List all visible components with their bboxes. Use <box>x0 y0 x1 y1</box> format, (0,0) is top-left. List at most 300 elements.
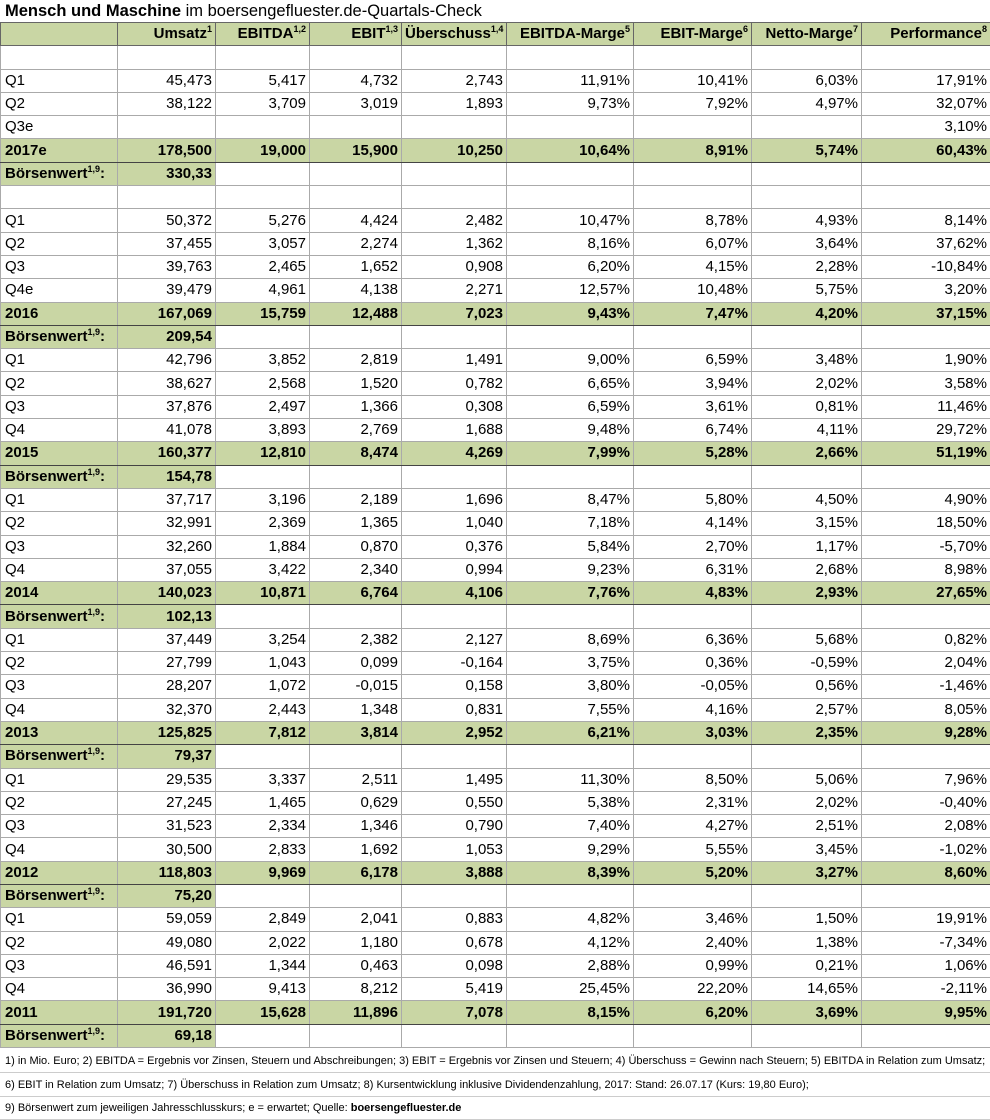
table-cell: 3,709 <box>216 92 310 115</box>
empty-cell <box>402 884 507 907</box>
table-cell: 9,95% <box>862 1001 990 1024</box>
quarterly-table <box>0 22 990 1048</box>
table-cell: 8,98% <box>862 558 990 581</box>
empty-cell <box>862 605 990 628</box>
period-label: Q1 <box>1 209 118 232</box>
table-cell: 2,28% <box>752 255 862 278</box>
empty-cell <box>216 465 310 488</box>
cell-text: Börsenwert <box>5 165 88 182</box>
empty-cell <box>402 186 507 209</box>
table-cell: 2,382 <box>310 628 402 651</box>
empty-cell <box>1 186 118 209</box>
quarter-row <box>1 978 990 1001</box>
table-cell: 4,424 <box>310 209 402 232</box>
table-cell: 8,05% <box>862 698 990 721</box>
table-cell: 46,591 <box>118 954 216 977</box>
footnote-ref: 1,9 <box>88 607 101 617</box>
footnote-ref: 5 <box>625 24 630 34</box>
table-cell: 1,491 <box>402 349 507 372</box>
table-cell: 27,245 <box>118 791 216 814</box>
quarter-row <box>1 558 990 581</box>
market-cap-value: 209,54 <box>118 325 216 348</box>
footnote-ref: 1,2 <box>293 24 306 34</box>
cell-text: Börsenwert <box>5 887 88 904</box>
period-label: Q1 <box>1 69 118 92</box>
table-cell: 3,196 <box>216 488 310 511</box>
table-cell: 27,65% <box>862 582 990 605</box>
table-body <box>1 23 990 1048</box>
table-cell: 0,99% <box>634 954 752 977</box>
table-cell: 2,08% <box>862 815 990 838</box>
table-cell: 0,678 <box>402 931 507 954</box>
empty-cell <box>507 46 634 69</box>
column-header <box>402 23 507 46</box>
table-cell: 0,550 <box>402 791 507 814</box>
table-cell: 3,422 <box>216 558 310 581</box>
empty-cell <box>752 46 862 69</box>
table-cell: 1,90% <box>862 349 990 372</box>
column-header <box>862 23 990 46</box>
table-cell: 9,969 <box>216 861 310 884</box>
table-cell: 7,812 <box>216 721 310 744</box>
table-cell: 27,799 <box>118 652 216 675</box>
table-cell: 29,535 <box>118 768 216 791</box>
period-label: 2012 <box>1 861 118 884</box>
table-cell: 1,893 <box>402 92 507 115</box>
table-cell: 2,497 <box>216 395 310 418</box>
table-cell: 12,488 <box>310 302 402 325</box>
cell-text: Börsenwert <box>5 608 88 625</box>
empty-cell <box>634 465 752 488</box>
table-cell: 2,68% <box>752 558 862 581</box>
table-cell: 3,337 <box>216 768 310 791</box>
table-cell: 4,16% <box>634 698 752 721</box>
table-cell: -1,46% <box>862 675 990 698</box>
table-cell: 8,39% <box>507 861 634 884</box>
empty-cell <box>634 1024 752 1047</box>
period-label: Q2 <box>1 232 118 255</box>
sheet-title <box>0 0 990 22</box>
table-cell: 2,88% <box>507 954 634 977</box>
empty-cell <box>507 162 634 185</box>
table-cell: 3,893 <box>216 419 310 442</box>
empty-cell <box>402 465 507 488</box>
table-cell: -0,05% <box>634 675 752 698</box>
table-cell: -0,40% <box>862 791 990 814</box>
table-cell: 0,308 <box>402 395 507 418</box>
table-cell <box>402 116 507 139</box>
title-suffix: im boersengefluester.de-Quartals-Check <box>181 2 482 20</box>
quarter-row <box>1 209 990 232</box>
empty-cell <box>634 605 752 628</box>
quarter-row <box>1 535 990 558</box>
table-cell: 8,69% <box>507 628 634 651</box>
table-cell: 36,990 <box>118 978 216 1001</box>
spacer-row <box>1 46 990 69</box>
empty-cell <box>118 46 216 69</box>
table-cell: 2,274 <box>310 232 402 255</box>
table-cell: 37,455 <box>118 232 216 255</box>
table-cell: 6,59% <box>634 349 752 372</box>
table-cell: 2,04% <box>862 652 990 675</box>
table-cell: 4,11% <box>752 419 862 442</box>
quarter-row <box>1 69 990 92</box>
table-cell: 8,50% <box>634 768 752 791</box>
quarter-row <box>1 372 990 395</box>
table-cell: 3,15% <box>752 512 862 535</box>
table-cell: 0,782 <box>402 372 507 395</box>
table-cell: 8,15% <box>507 1001 634 1024</box>
table-cell: 1,520 <box>310 372 402 395</box>
table-cell: 3,94% <box>634 372 752 395</box>
table-cell: 140,023 <box>118 582 216 605</box>
table-cell: 3,10% <box>862 116 990 139</box>
year-total-row <box>1 442 990 465</box>
table-cell: 3,814 <box>310 721 402 744</box>
quarter-row <box>1 628 990 651</box>
empty-cell <box>310 884 402 907</box>
market-cap-row <box>1 465 990 488</box>
empty-cell <box>402 325 507 348</box>
table-cell: 17,91% <box>862 69 990 92</box>
year-total-row <box>1 582 990 605</box>
table-cell: 3,64% <box>752 232 862 255</box>
table-cell: 9,73% <box>507 92 634 115</box>
empty-cell <box>752 1024 862 1047</box>
period-label: Q3 <box>1 954 118 977</box>
period-label: Q4 <box>1 978 118 1001</box>
table-cell: 1,884 <box>216 535 310 558</box>
empty-cell <box>216 745 310 768</box>
empty-cell <box>402 605 507 628</box>
table-cell: 4,12% <box>507 931 634 954</box>
year-total-row <box>1 302 990 325</box>
market-cap-row <box>1 745 990 768</box>
table-cell: 9,23% <box>507 558 634 581</box>
table-cell: 9,43% <box>507 302 634 325</box>
empty-cell <box>118 186 216 209</box>
table-cell: 3,852 <box>216 349 310 372</box>
table-cell: 2,369 <box>216 512 310 535</box>
table-cell: 5,68% <box>752 628 862 651</box>
table-cell: 9,00% <box>507 349 634 372</box>
market-cap-label <box>1 1024 118 1047</box>
table-cell: 191,720 <box>118 1001 216 1024</box>
table-cell: 1,465 <box>216 791 310 814</box>
empty-cell <box>862 325 990 348</box>
empty-cell <box>507 465 634 488</box>
table-cell: 11,30% <box>507 768 634 791</box>
table-cell: 2,041 <box>310 908 402 931</box>
period-label: Q4 <box>1 838 118 861</box>
table-cell: 2,02% <box>752 372 862 395</box>
empty-cell <box>634 325 752 348</box>
table-cell: 32,991 <box>118 512 216 535</box>
table-cell: 4,961 <box>216 279 310 302</box>
empty-cell <box>634 162 752 185</box>
table-cell: 49,080 <box>118 931 216 954</box>
empty-cell <box>634 46 752 69</box>
table-cell: 1,365 <box>310 512 402 535</box>
table-cell: 2,443 <box>216 698 310 721</box>
spacer-row <box>1 186 990 209</box>
year-total-row <box>1 1001 990 1024</box>
table-cell: 29,72% <box>862 419 990 442</box>
table-cell: 37,62% <box>862 232 990 255</box>
quarter-row <box>1 931 990 954</box>
table-cell: 8,212 <box>310 978 402 1001</box>
table-cell: 4,82% <box>507 908 634 931</box>
period-label: Q3 <box>1 535 118 558</box>
footnote-ref: 6 <box>743 24 748 34</box>
footnote-ref: 1,9 <box>88 1026 101 1036</box>
table-cell: 0,831 <box>402 698 507 721</box>
table-cell <box>752 116 862 139</box>
empty-cell <box>310 465 402 488</box>
table-cell: 0,376 <box>402 535 507 558</box>
cell-text: Börsenwert <box>5 747 88 764</box>
table-cell: 6,07% <box>634 232 752 255</box>
company-name: Mensch und Maschine <box>5 2 181 20</box>
empty-cell <box>402 1024 507 1047</box>
footnote-line <box>0 1074 990 1097</box>
column-header <box>507 23 634 46</box>
table-cell: 125,825 <box>118 721 216 744</box>
empty-cell <box>402 162 507 185</box>
market-cap-value: 79,37 <box>118 745 216 768</box>
footnote-ref: 1 <box>207 24 212 34</box>
table-cell: 39,763 <box>118 255 216 278</box>
table-cell <box>507 116 634 139</box>
table-cell: 10,250 <box>402 139 507 162</box>
empty-cell <box>310 1024 402 1047</box>
period-label: 2014 <box>1 582 118 605</box>
quarter-row <box>1 279 990 302</box>
header-label: EBITDA <box>238 25 294 42</box>
table-cell: 7,76% <box>507 582 634 605</box>
label-colon: : <box>100 328 105 345</box>
table-cell <box>118 116 216 139</box>
table-cell: 15,628 <box>216 1001 310 1024</box>
quarter-row <box>1 698 990 721</box>
table-cell: 7,18% <box>507 512 634 535</box>
table-cell: 4,269 <box>402 442 507 465</box>
table-cell: 4,93% <box>752 209 862 232</box>
table-cell: 4,138 <box>310 279 402 302</box>
table-cell: 30,500 <box>118 838 216 861</box>
market-cap-row <box>1 605 990 628</box>
table-cell: 7,92% <box>634 92 752 115</box>
table-cell: 11,896 <box>310 1001 402 1024</box>
year-total-row <box>1 861 990 884</box>
table-cell: 0,883 <box>402 908 507 931</box>
empty-cell <box>507 605 634 628</box>
footnote-text: 1) in Mio. Euro; 2) EBITDA = Ergebnis vor Zinsen, Steuern und Abschreibungen; 3) EBIT = Ergebnis vor Zinsen und Steuern; 4) Überschuss = Gewinn nach Steuern; 5) EBITDA in Relation zum Umsatz; <box>5 1055 985 1067</box>
table-cell: 3,58% <box>862 372 990 395</box>
table-cell: 2,743 <box>402 69 507 92</box>
footnote-line <box>0 1050 990 1073</box>
quarter-row <box>1 255 990 278</box>
table-cell: 51,19% <box>862 442 990 465</box>
footnote-ref: 1,9 <box>88 164 101 174</box>
empty-cell <box>310 186 402 209</box>
table-cell: 8,91% <box>634 139 752 162</box>
table-cell: 3,888 <box>402 861 507 884</box>
table-cell: 4,14% <box>634 512 752 535</box>
quarter-row <box>1 488 990 511</box>
empty-cell <box>310 46 402 69</box>
table-cell: 8,474 <box>310 442 402 465</box>
market-cap-label <box>1 162 118 185</box>
table-cell: 42,796 <box>118 349 216 372</box>
table-cell: 1,692 <box>310 838 402 861</box>
column-header <box>310 23 402 46</box>
table-cell: 1,344 <box>216 954 310 977</box>
table-cell: 2,189 <box>310 488 402 511</box>
period-label: Q4 <box>1 698 118 721</box>
table-cell: 2,31% <box>634 791 752 814</box>
empty-cell <box>862 186 990 209</box>
period-label: Q3e <box>1 116 118 139</box>
year-total-row <box>1 721 990 744</box>
period-label: Q1 <box>1 488 118 511</box>
table-cell: -7,34% <box>862 931 990 954</box>
empty-cell <box>752 745 862 768</box>
table-cell: 1,696 <box>402 488 507 511</box>
table-cell: 2,769 <box>310 419 402 442</box>
header-label: EBIT-Marge <box>660 25 743 42</box>
table-cell: 5,75% <box>752 279 862 302</box>
table-cell: 10,871 <box>216 582 310 605</box>
empty-cell <box>310 745 402 768</box>
market-cap-value: 75,20 <box>118 884 216 907</box>
table-cell: 2,952 <box>402 721 507 744</box>
table-cell: 0,463 <box>310 954 402 977</box>
table-cell: 10,47% <box>507 209 634 232</box>
quarter-row <box>1 675 990 698</box>
table-cell: 15,900 <box>310 139 402 162</box>
empty-cell <box>507 1024 634 1047</box>
market-cap-row <box>1 325 990 348</box>
column-header <box>752 23 862 46</box>
market-cap-row <box>1 1024 990 1047</box>
market-cap-label <box>1 884 118 907</box>
table-cell: 7,47% <box>634 302 752 325</box>
table-cell: 7,96% <box>862 768 990 791</box>
table-cell: 6,764 <box>310 582 402 605</box>
empty-cell <box>752 605 862 628</box>
empty-cell <box>507 186 634 209</box>
table-cell: 37,055 <box>118 558 216 581</box>
footnote-ref: 7 <box>853 24 858 34</box>
table-cell: 11,46% <box>862 395 990 418</box>
table-cell: 3,057 <box>216 232 310 255</box>
table-cell: -0,59% <box>752 652 862 675</box>
table-cell: 1,346 <box>310 815 402 838</box>
table-cell: 38,122 <box>118 92 216 115</box>
quarter-row <box>1 232 990 255</box>
table-cell: 5,28% <box>634 442 752 465</box>
table-cell: 0,82% <box>862 628 990 651</box>
table-cell: 3,69% <box>752 1001 862 1024</box>
header-label: Performance <box>890 25 982 42</box>
footnote-ref: 1,3 <box>385 24 398 34</box>
table-cell: 2,833 <box>216 838 310 861</box>
empty-cell <box>402 745 507 768</box>
table-cell: 10,64% <box>507 139 634 162</box>
table-cell: 1,688 <box>402 419 507 442</box>
table-cell: 0,908 <box>402 255 507 278</box>
empty-cell <box>634 745 752 768</box>
table-cell: 118,803 <box>118 861 216 884</box>
table-cell: 1,06% <box>862 954 990 977</box>
table-cell: 8,78% <box>634 209 752 232</box>
period-label: 2013 <box>1 721 118 744</box>
table-cell: 9,28% <box>862 721 990 744</box>
empty-cell <box>634 186 752 209</box>
quarter-row <box>1 652 990 675</box>
empty-cell <box>310 605 402 628</box>
period-label: Q2 <box>1 791 118 814</box>
quarter-row <box>1 954 990 977</box>
footnote-ref: 1,9 <box>88 886 101 896</box>
table-cell: 2,819 <box>310 349 402 372</box>
table-cell: 38,627 <box>118 372 216 395</box>
empty-cell <box>862 884 990 907</box>
table-cell: 11,91% <box>507 69 634 92</box>
table-cell: 5,55% <box>634 838 752 861</box>
table-cell: 31,523 <box>118 815 216 838</box>
table-cell: 0,098 <box>402 954 507 977</box>
quarter-row <box>1 116 990 139</box>
empty-cell <box>1 46 118 69</box>
table-cell: 19,000 <box>216 139 310 162</box>
table-cell: 32,260 <box>118 535 216 558</box>
table-cell: 3,20% <box>862 279 990 302</box>
period-label: Q3 <box>1 255 118 278</box>
table-cell: 2,465 <box>216 255 310 278</box>
footnote-text: 6) EBIT in Relation zum Umsatz; 7) Überschuss in Relation zum Umsatz; 8) Kursentwicklung inklusive Dividendenzahlung, 2017: Stand: 26.07.17 (Kurs: 19,80 Euro); <box>5 1079 809 1091</box>
empty-cell <box>752 162 862 185</box>
table-cell: 1,362 <box>402 232 507 255</box>
table-cell: 2,568 <box>216 372 310 395</box>
market-cap-label <box>1 465 118 488</box>
table-cell: 2,127 <box>402 628 507 651</box>
table-cell: 28,207 <box>118 675 216 698</box>
empty-cell <box>752 465 862 488</box>
market-cap-row <box>1 162 990 185</box>
market-cap-value: 69,18 <box>118 1024 216 1047</box>
table-cell: 1,652 <box>310 255 402 278</box>
table-cell: 0,870 <box>310 535 402 558</box>
header-label: EBITDA-Marge <box>520 25 625 42</box>
table-cell: 3,75% <box>507 652 634 675</box>
column-header <box>118 23 216 46</box>
empty-cell <box>634 884 752 907</box>
table-cell: 1,072 <box>216 675 310 698</box>
table-cell: 7,078 <box>402 1001 507 1024</box>
table-cell: 4,106 <box>402 582 507 605</box>
table-cell: 45,473 <box>118 69 216 92</box>
table-cell: 7,40% <box>507 815 634 838</box>
quarter-row <box>1 768 990 791</box>
footnote-ref: 1,9 <box>88 327 101 337</box>
table-cell: 160,377 <box>118 442 216 465</box>
footnote-line <box>0 1097 990 1120</box>
empty-cell <box>862 745 990 768</box>
period-label: Q3 <box>1 675 118 698</box>
empty-cell <box>862 1024 990 1047</box>
